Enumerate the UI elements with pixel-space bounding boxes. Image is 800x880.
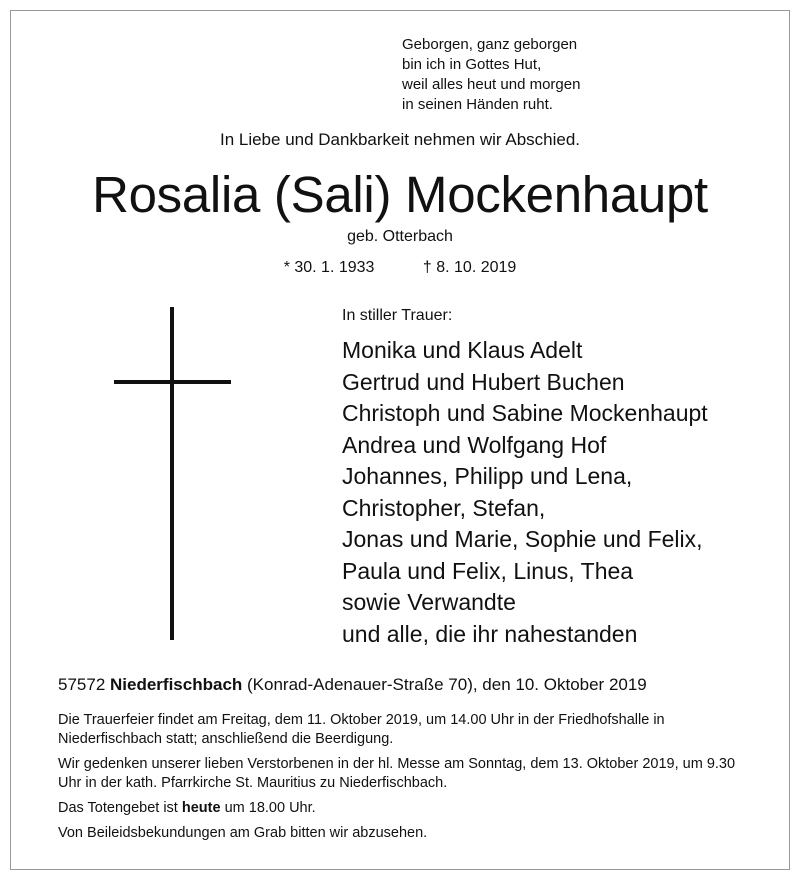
condolence-note: Von Beileidsbekundungen am Grab bitten wir abzusehen. bbox=[58, 825, 428, 841]
mourner-line: Christoph und Sabine Mockenhaupt bbox=[342, 400, 708, 426]
mourner-line: Monika und Klaus Adelt bbox=[342, 337, 583, 363]
poem bbox=[402, 35, 580, 115]
prayer-text-bold: heute bbox=[181, 800, 221, 816]
mourner-line: Jonas und Marie, Sophie und Felix, bbox=[342, 526, 703, 552]
deceased-name: Rosalia (Sali) Mockenhaupt bbox=[92, 166, 708, 223]
poem-line: bin ich in Gottes Hut, bbox=[402, 56, 542, 73]
postcode: 57572 bbox=[58, 675, 106, 694]
life-dates bbox=[0, 259, 800, 277]
town: Niederfischbach bbox=[110, 675, 243, 694]
poem-line: weil alles heut und morgen bbox=[402, 76, 581, 93]
mourners-list bbox=[342, 335, 708, 650]
prayer-text-before: Das Totengebet ist bbox=[58, 800, 178, 816]
mourner-line: Christopher, Stefan, bbox=[342, 494, 546, 521]
funeral-note: Die Trauerfeier findet am Freitag, dem 11. Oktober 2019, um 14.00 Uhr in der Friedhofshalle in Niederfischbach statt; anschließend die Beerdigung. bbox=[58, 712, 665, 747]
poem-line: Geborgen, ganz geborgen bbox=[402, 36, 578, 53]
mourner-line: Johannes, Philipp und Lena, bbox=[342, 463, 633, 489]
address-rest: (Konrad-Adenauer-Straße 70), den 10. Oktober 2019 bbox=[247, 675, 647, 694]
poem-line: in seinen Händen ruht. bbox=[402, 96, 553, 113]
cross-horizontal-bar bbox=[114, 380, 231, 384]
notes bbox=[58, 711, 748, 849]
birth-date: * 30. 1. 1933 bbox=[283, 259, 375, 276]
mourner-line: Gertrud und Hubert Buchen bbox=[342, 368, 625, 395]
mourners-label: In stiller Trauer: bbox=[342, 307, 453, 324]
address-line bbox=[58, 675, 647, 695]
mourner-line: sowie Verwandte bbox=[342, 589, 516, 615]
prayer-text-after: um 18.00 Uhr. bbox=[224, 800, 316, 816]
mourner-line: Andrea und Wolfgang Hof bbox=[342, 431, 607, 458]
intro-text: In Liebe und Dankbarkeit nehmen wir Abschied. bbox=[219, 130, 581, 149]
death-date: † 8. 10. 2019 bbox=[422, 259, 517, 276]
mass-note: Wir gedenken unserer lieben Verstorbenen in der hl. Messe am Sonntag, dem 13. Oktober 2019, um 9.30 Uhr in der kath. Pfarrkirche St. Mauritius zu Niederfischbach. bbox=[58, 756, 736, 791]
mourner-line: Paula und Felix, Linus, Thea bbox=[342, 557, 634, 584]
cross-vertical-bar bbox=[170, 307, 174, 640]
birth-name: geb. Otterbach bbox=[347, 228, 453, 245]
prayer-note bbox=[58, 799, 748, 818]
mourner-line: und alle, die ihr nahestanden bbox=[342, 620, 638, 647]
